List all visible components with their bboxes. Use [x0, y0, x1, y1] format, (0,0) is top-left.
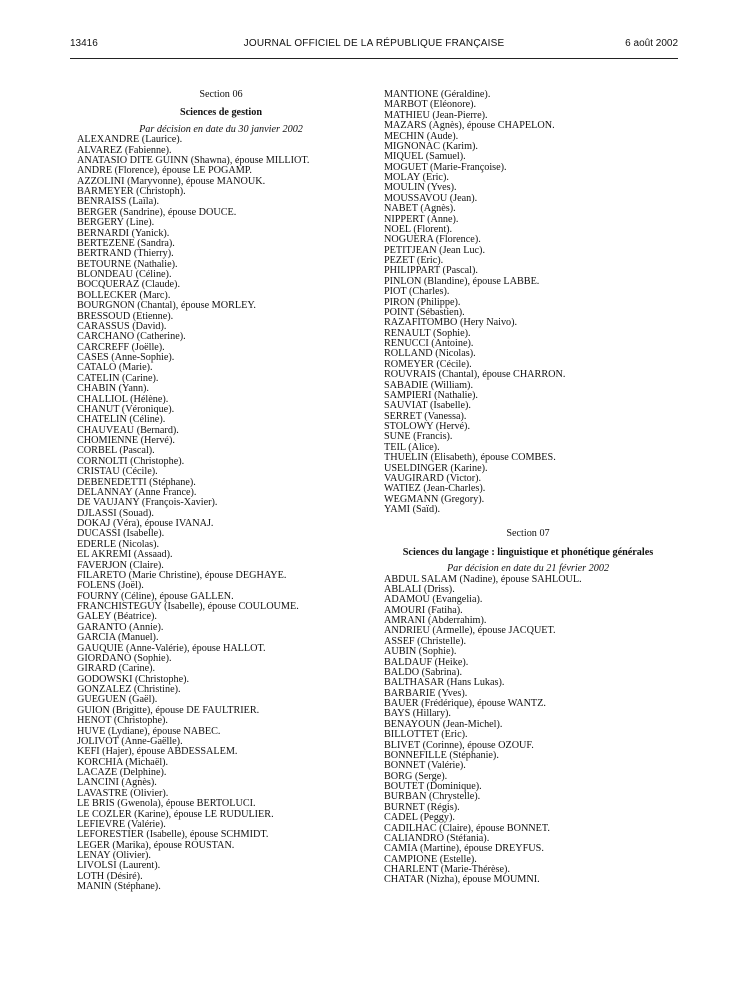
list-item: CATELIN (Carine).	[77, 373, 159, 384]
list-item: GAUQUIE (Anne-Valérie), épouse HALLOT.	[77, 643, 266, 654]
list-item: ROMEYER (Cécile).	[384, 359, 472, 370]
list-item: DE VAUJANY (François-Xavier).	[77, 498, 218, 509]
list-item: DUCASSI (Isabelle).	[77, 529, 165, 540]
list-item: AMOURI (Fatiha).	[384, 605, 463, 616]
list-item: BAUER (Frédérique), épouse WANTZ.	[384, 699, 546, 709]
list-item: RENAULT (Sophie).	[384, 328, 471, 339]
list-item: PIOT (Charles).	[384, 287, 450, 298]
list-item: DELANNAY (Anne France).	[77, 487, 197, 498]
list-item: CARCHANO (Catherine).	[77, 332, 186, 343]
list-item: USELDINGER (Karine).	[384, 463, 488, 474]
list-item: CASES (Anne-Sophie).	[77, 353, 175, 363]
list-item: ASSEF (Christelle).	[384, 636, 467, 647]
list-item: MOULIN (Yves).	[384, 183, 457, 194]
list-item: GODOWSKI (Christophe).	[77, 674, 190, 685]
list-item: STOLOWY (Hervé).	[384, 422, 471, 432]
list-item: BARBARIE (Yves).	[384, 688, 468, 699]
list-item: CADILHAC (Claire), épouse BONNET.	[384, 823, 550, 834]
list-item: FAVERJON (Claire).	[77, 560, 164, 571]
list-item: LEFORESTIER (Isabelle), épouse SCHMIDT.	[77, 830, 269, 841]
list-item: SABADIE (William).	[384, 380, 474, 391]
list-item: ABDUL SALAM (Nadine), épouse SAHLOUL.	[384, 574, 582, 585]
list-item: SERRET (Vanessa).	[384, 411, 467, 422]
list-item: MANIN (Stéphane).	[77, 882, 161, 893]
list-item: DEBENEDETTI (Stéphane).	[77, 477, 196, 488]
list-item: PIRON (Philippe).	[384, 297, 461, 308]
list-item: GARANTO (Annie).	[77, 622, 164, 633]
list-item: CAMPIONE (Estelle).	[384, 854, 477, 865]
section-06-decision: Par décision en date du 30 janvier 2002	[139, 123, 303, 135]
list-item: CHABIN (Yann).	[77, 384, 149, 395]
list-item: BALDAUF (Heike).	[384, 657, 469, 668]
list-item: CHATAR (Nizha), épouse MOUMNI.	[384, 875, 540, 886]
list-item: ANATASIO DITE GUINN (Shawna), épouse MILLIOT.	[77, 155, 310, 166]
list-item: AZZOLINI (Maryvonne), épouse MANOUK.	[77, 176, 266, 187]
list-item: FOLENS (Joël).	[77, 581, 144, 592]
list-item: LACAZE (Delphine).	[77, 768, 167, 778]
list-item: MARBOT (Eléonore).	[384, 100, 477, 111]
list-item: MIQUEL (Samuel).	[384, 152, 466, 163]
list-item: MECHIN (Aude).	[384, 131, 459, 142]
list-item: BURNET (Régis).	[384, 802, 460, 813]
list-item: NIPPERT (Anne).	[384, 214, 459, 225]
list-item: GARCIA (Manuel).	[77, 633, 159, 644]
list-item: LE COZLER (Karine), épouse LE RUDULIER.	[77, 809, 274, 820]
list-item: BURBAN (Chrystelle).	[384, 792, 481, 803]
list-item: JOLIVOT (Anne-Gaëlle).	[77, 736, 183, 747]
list-item: BARMEYER (Christoph).	[77, 187, 186, 197]
list-item: BILLOTTET (Eric).	[384, 730, 468, 741]
page-number: 13416	[70, 38, 98, 49]
list-item: ANDRIEU (Armelle), épouse JACQUET.	[384, 626, 556, 637]
list-item: RAZAFITOMBO (Hery Naivo).	[384, 318, 518, 329]
list-item: CHATELIN (Céline).	[77, 415, 166, 426]
section-06-names-right	[384, 90, 672, 515]
list-item: LEFIEVRE (Valérie).	[77, 819, 166, 830]
list-item: KORCHIA (Michaël).	[77, 757, 169, 768]
list-item: NOGUERA (Florence).	[384, 235, 481, 246]
issue-date: 6 août 2002	[625, 38, 678, 49]
list-item: CHAUVEAU (Bernard).	[77, 425, 179, 436]
list-item: ADAMOU (Evangelia).	[384, 595, 483, 606]
list-item: GIORDANO (Sophie).	[77, 653, 172, 664]
list-item: BERGERY (Line).	[77, 218, 155, 229]
section-06-subtitle: Sciences de gestion	[179, 107, 263, 119]
list-item: BAYS (Hillary).	[384, 709, 451, 720]
list-item: MOGUET (Marie-Françoise).	[384, 162, 507, 173]
list-item: BETOURNE (Nathalie).	[77, 259, 178, 270]
list-item: ANDRE (Florence), épouse LE POGAMP.	[77, 166, 252, 177]
list-item: GUION (Brigitte), épouse DE FAULTRIER.	[77, 705, 260, 716]
list-item: BERTRAND (Thierry).	[77, 249, 174, 260]
list-item: PHILIPPART (Pascal).	[384, 266, 478, 277]
list-item: CHALLIOL (Hélène).	[77, 394, 169, 405]
list-item: POINT (Sébastien).	[384, 307, 465, 318]
list-item: LIVOLSI (Laurent).	[77, 861, 161, 872]
list-item: PETITJEAN (Jean Luc).	[384, 245, 485, 256]
list-item: BLONDEAU (Céline).	[77, 270, 172, 280]
list-item: YAMI (Saïd).	[384, 505, 441, 515]
list-item: RENUCCI (Antoine).	[384, 339, 474, 349]
list-item: CRISTAU (Cécile).	[77, 467, 158, 478]
list-item: CALIANDRO (Stéfania).	[384, 833, 490, 844]
list-item: NOEL (Florent).	[384, 224, 453, 235]
list-item: AUBIN (Sophie).	[384, 647, 457, 658]
list-item: BRESSOUD (Etienne).	[77, 311, 174, 322]
list-item: GIRARD (Carine).	[77, 664, 156, 675]
list-item: LEGER (Marika), épouse ROUSTAN.	[77, 840, 235, 851]
list-item: CADEL (Peggy).	[384, 813, 455, 824]
list-item: BONNET (Valérie).	[384, 761, 466, 772]
list-item: LANCINI (Agnès).	[77, 778, 157, 789]
list-item: GALEY (Béatrice).	[77, 612, 157, 623]
list-item: ABLALI (Driss).	[384, 584, 455, 595]
list-item: LE BRIS (Gwenola), épouse BERTOLUCI.	[77, 799, 256, 810]
section-07-title: Section 07	[506, 528, 550, 540]
list-item: PEZET (Eric).	[384, 256, 444, 266]
list-item: TEIL (Alice).	[384, 442, 440, 453]
section-07-subtitle: Sciences du langage : linguistique et phonétique générales	[402, 546, 654, 558]
list-item: AMRANI (Abderrahim).	[384, 616, 487, 626]
section-06-title: Section 06	[199, 89, 243, 100]
list-item: CARCREFF (Joëlle).	[77, 342, 165, 353]
list-item: LENAY (Olivier).	[77, 851, 151, 861]
list-item: BENRAISS (Laïla).	[77, 197, 160, 208]
list-item: LAVASTRE (Olivier).	[77, 788, 169, 799]
list-item: SUNE (Francis).	[384, 432, 453, 443]
list-item: ALVAREZ (Fabienne).	[77, 145, 172, 156]
list-item: MATHIEU (Jean-Pierre).	[384, 110, 488, 121]
list-item: VAUGIRARD (Victor).	[384, 473, 482, 484]
section-06-names-left	[77, 135, 365, 892]
list-item: EL AKREMI (Assaad).	[77, 550, 173, 561]
list-item: MANTIONE (Géraldine).	[384, 90, 491, 100]
list-item: CARASSUS (David).	[77, 321, 167, 332]
list-item: FOURNY (Céline), épouse GALLEN.	[77, 591, 234, 602]
list-item: GONZALEZ (Christine).	[77, 685, 181, 695]
list-item: SAUVIAT (Isabelle).	[384, 401, 471, 412]
journal-title: JOURNAL OFFICIEL DE LA RÉPUBLIQUE FRANÇAISE	[243, 38, 505, 49]
list-item: BALDO (Sabrina).	[384, 667, 463, 678]
list-item: EDERLE (Nicolas).	[77, 539, 160, 550]
list-item: DJLASSI (Souad).	[77, 508, 154, 519]
list-item: HENOT (Christophe).	[77, 716, 168, 727]
list-item: THUELIN (Elisabeth), épouse COMBES.	[384, 453, 556, 464]
list-item: DOKAJ (Véra), épouse IVANAJ.	[77, 519, 214, 529]
section-07-names	[384, 575, 672, 886]
list-item: MIGNONAC (Karim).	[384, 141, 478, 152]
list-item: HUVE (Lydiane), épouse NABEC.	[77, 726, 221, 737]
list-item: MAZARS (Agnès), épouse CHAPELON.	[384, 121, 555, 132]
list-item: CHOMIENNE (Hervé).	[77, 436, 175, 446]
list-item: CORNOLTI (Christophe).	[77, 456, 185, 467]
list-item: BOUTET (Dominique).	[384, 782, 482, 792]
list-item: WATIEZ (Jean-Charles).	[384, 484, 486, 495]
list-item: BOURGNON (Chantal), épouse MORLEY.	[77, 301, 256, 312]
list-item: FILARETO (Marie Christine), épouse DEGHAYE.	[77, 570, 287, 581]
list-item: ROLLAND (Nicolas).	[384, 349, 476, 360]
list-item: BENAYOUN (Jean-Michel).	[384, 719, 503, 730]
list-item: ROUVRAIS (Chantal), épouse CHARRON.	[384, 370, 566, 381]
page-header	[70, 38, 678, 56]
header-rule	[70, 58, 678, 59]
list-item: BERGER (Sandrine), épouse DOUCE.	[77, 207, 237, 218]
list-item: CORBEL (Pascal).	[77, 446, 155, 457]
list-item: MOUSSAVOU (Jean).	[384, 193, 478, 204]
list-item: MOLAY (Eric).	[384, 173, 449, 183]
list-item: BOCQUERAZ (Claude).	[77, 280, 180, 291]
section-07-decision: Par décision en date du 21 février 2002	[446, 563, 610, 575]
list-item: PINLON (Blandine), épouse LABBE.	[384, 276, 540, 287]
list-item: SAMPIERI (Nathalie).	[384, 390, 478, 401]
list-item: LOTH (Désiré).	[77, 871, 143, 882]
list-item: CAMIA (Martine), épouse DREYFUS.	[384, 844, 544, 855]
list-item: BLIVET (Corinne), épouse OZOUF.	[384, 740, 534, 751]
list-item: FRANCHISTEGUY (Isabelle), épouse COULOUME.	[77, 602, 299, 612]
right-column	[384, 90, 672, 886]
list-item: BORG (Serge).	[384, 771, 448, 782]
list-item: CHARLENT (Marie-Thérèse).	[384, 865, 510, 875]
list-item: CHANUT (Véronique).	[77, 404, 175, 415]
list-item: KEFI (Hajer), épouse ABDESSALEM.	[77, 747, 238, 758]
list-item: BOLLECKER (Marc).	[77, 290, 171, 301]
list-item: BONNEFILLE (Stéphanie).	[384, 750, 499, 761]
left-column	[77, 90, 365, 893]
list-item: WEGMANN (Gregory).	[384, 494, 485, 505]
list-item: GUEGUEN (Gaël).	[77, 695, 158, 706]
list-item: CATALO (Marie).	[77, 363, 153, 374]
list-item: BERNARDI (Yanick).	[77, 228, 170, 239]
list-item: BALTHASAR (Hans Lukas).	[384, 678, 505, 689]
list-item: ALEXANDRE (Laurice).	[77, 135, 183, 146]
list-item: NABET (Agnès).	[384, 204, 456, 215]
list-item: BERTEZENE (Sandra).	[77, 238, 175, 249]
